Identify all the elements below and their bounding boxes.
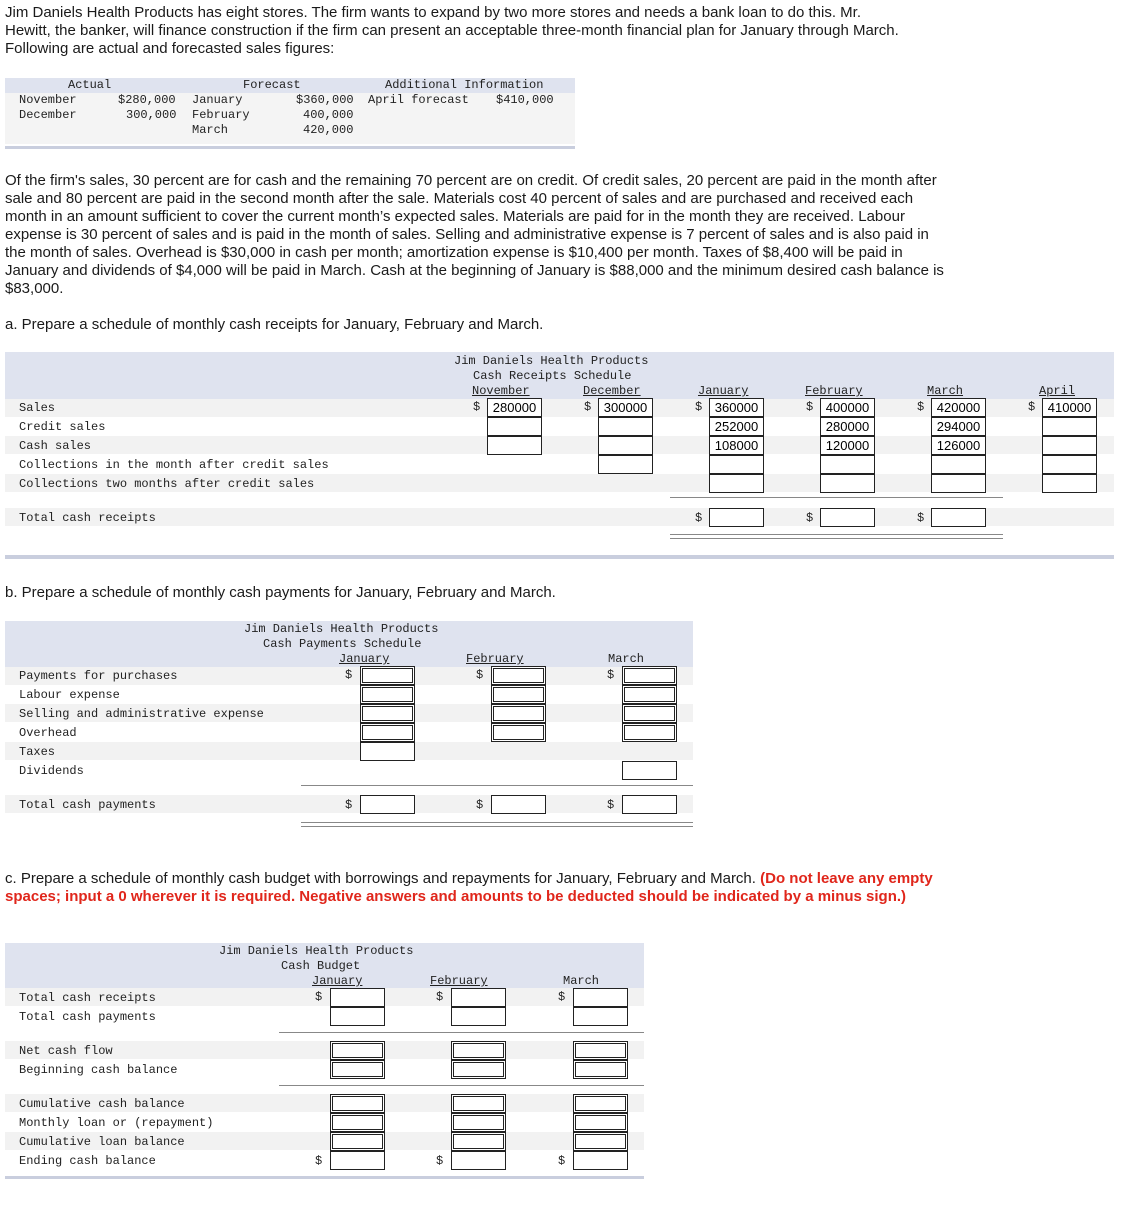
budget-receipts-input-march[interactable]	[573, 988, 628, 1007]
net-cash-flow-input-january[interactable]	[330, 1041, 385, 1060]
payments-title-company: Jim Daniels Health Products	[244, 622, 439, 636]
sales-input-april[interactable]	[1042, 398, 1097, 417]
total-payments-input-march[interactable]	[622, 795, 677, 814]
credit-sales-input-march[interactable]	[931, 417, 986, 436]
part-a-prompt: a. Prepare a schedule of monthly cash receipts for January, February and March.	[5, 316, 544, 333]
nov-value: $280,000	[118, 93, 176, 107]
month-header-march: March	[927, 384, 964, 398]
month-header-february: February	[805, 384, 863, 398]
payments-total-rule-1	[301, 822, 693, 823]
monthly-loan-input-january[interactable]	[330, 1113, 385, 1132]
apr-value: $410,000	[496, 93, 554, 107]
dollar-sign: $	[558, 990, 566, 1004]
row-label-total-cash-receipts: Total cash receipts	[19, 511, 156, 525]
budget-rule-1	[279, 1032, 644, 1033]
row-label-budget-total-receipts: Total cash receipts	[19, 991, 156, 1005]
total-double-rule-2	[670, 538, 1003, 539]
cumulative-cash-input-january[interactable]	[330, 1094, 385, 1113]
total-double-rule-1	[670, 534, 1003, 535]
selling-admin-input-january[interactable]	[360, 704, 415, 723]
budget-payments-input-march[interactable]	[573, 1007, 628, 1026]
monthly-loan-input-march[interactable]	[573, 1113, 628, 1132]
dollar-sign: $	[436, 990, 444, 1004]
sales-table-bottom-rule	[5, 146, 575, 149]
selling-admin-input-march[interactable]	[622, 704, 677, 723]
apr-label: April forecast	[368, 93, 469, 107]
row-label-ending-cash: Ending cash balance	[19, 1154, 156, 1168]
labour-input-january[interactable]	[360, 685, 415, 704]
budget-bottom-band	[5, 1176, 644, 1179]
row-label-labour: Labour expense	[19, 688, 120, 702]
overhead-input-january[interactable]	[360, 723, 415, 742]
budget-payments-input-january[interactable]	[330, 1007, 385, 1026]
taxes-input-january[interactable]	[360, 742, 415, 761]
dollar-sign: $	[476, 798, 484, 812]
credit-sales-input-november[interactable]	[487, 417, 542, 436]
row-label-overhead: Overhead	[19, 726, 77, 740]
col-forecast-header: Forecast	[243, 78, 301, 92]
dec-value: 300,000	[126, 108, 177, 122]
dollar-sign: $	[436, 1154, 444, 1168]
receipts-title-company: Jim Daniels Health Products	[454, 354, 649, 368]
sales-input-december[interactable]	[598, 398, 653, 417]
dollar-sign: $	[806, 511, 814, 525]
jan-label: January	[192, 93, 243, 107]
budget-rule-2	[279, 1085, 644, 1086]
credit-sales-input-april[interactable]	[1042, 417, 1097, 436]
credit-sales-input-december[interactable]	[598, 417, 653, 436]
dollar-sign: $	[558, 1154, 566, 1168]
collections-two-input-february[interactable]	[820, 474, 875, 493]
month-header-november: November	[472, 384, 530, 398]
dollar-sign: $	[584, 400, 592, 414]
row-label-budget-total-payments: Total cash payments	[19, 1010, 156, 1024]
cumulative-loan-input-january[interactable]	[330, 1132, 385, 1151]
dollar-sign: $	[917, 400, 925, 414]
row-label-collections-month-after: Collections in the month after credit sales	[19, 458, 329, 472]
overhead-input-march[interactable]	[622, 723, 677, 742]
mar-value: 420,000	[303, 123, 354, 137]
purchases-input-march[interactable]	[622, 666, 677, 685]
row-label-cash-sales: Cash sales	[19, 439, 92, 453]
cash-sales-input-february[interactable]	[820, 436, 875, 455]
total-receipts-input-january[interactable]	[709, 508, 764, 527]
row-label-dividends: Dividends	[19, 764, 84, 778]
sales-input-march[interactable]	[931, 398, 986, 417]
sales-input-february[interactable]	[820, 398, 875, 417]
row-label-selling-admin: Selling and administrative expense	[19, 707, 264, 721]
feb-label: February	[192, 108, 250, 122]
row-label-cumulative-loan: Cumulative loan balance	[19, 1135, 185, 1149]
budget-title-company: Jim Daniels Health Products	[219, 944, 414, 958]
sales-table-body	[5, 93, 575, 144]
credit-sales-input-january[interactable]	[709, 417, 764, 436]
cumulative-cash-input-march[interactable]	[573, 1094, 628, 1113]
net-cash-flow-input-march[interactable]	[573, 1041, 628, 1060]
overhead-input-february[interactable]	[491, 723, 546, 742]
ending-cash-input-february[interactable]	[451, 1151, 506, 1170]
total-payments-input-january[interactable]	[360, 795, 415, 814]
receipts-bottom-band	[5, 555, 1114, 559]
payments-month-february: February	[466, 652, 524, 666]
collections-after-input-december[interactable]	[598, 455, 653, 474]
budget-receipts-input-january[interactable]	[330, 988, 385, 1007]
cash-sales-input-january[interactable]	[709, 436, 764, 455]
labour-input-march[interactable]	[622, 685, 677, 704]
budget-month-february: February	[430, 974, 488, 988]
row-label-net-cash-flow: Net cash flow	[19, 1044, 113, 1058]
net-cash-flow-input-february[interactable]	[451, 1041, 506, 1060]
row-label-sales: Sales	[19, 401, 56, 415]
total-receipts-input-march[interactable]	[931, 508, 986, 527]
cash-sales-input-december[interactable]	[598, 436, 653, 455]
collections-after-input-april[interactable]	[1042, 455, 1097, 474]
sales-input-january[interactable]	[709, 398, 764, 417]
dollar-sign: $	[315, 990, 323, 1004]
row-label-credit-sales: Credit sales	[19, 420, 106, 434]
cash-sales-input-november[interactable]	[487, 436, 542, 455]
dollar-sign: $	[1028, 400, 1036, 414]
jan-value: $360,000	[296, 93, 354, 107]
feb-value: 400,000	[303, 108, 354, 122]
collections-after-input-february[interactable]	[820, 455, 875, 474]
beginning-cash-input-january[interactable]	[330, 1060, 385, 1079]
total-payments-input-february[interactable]	[491, 795, 546, 814]
purchases-input-january[interactable]	[360, 666, 415, 685]
row-label-beginning-cash: Beginning cash balance	[19, 1063, 178, 1077]
sales-input-november[interactable]	[487, 398, 542, 417]
month-header-december: December	[583, 384, 641, 398]
col-additional-header: Additional Information	[385, 78, 544, 92]
details-text: Of the firm's sales, 30 percent are for cash and the remaining 70 percent are on credit. Of credit sales, 20 percent are paid in the month after sale and 80 percent are paid in the second month after the sale. Materials cost 40 percent of sales and are purchased and received each month in an amount sufficient to cover the current month’s expected sales. Materials are paid for in the month they are received. Labour expense is 30 percent of sales and is paid in the month of sales. Selling and administrative expense is 7 percent of sales and is also paid in the month of sales. Overhead is $30,000 in cash per month; amortization expense is $10,400 per month. Taxes of $8,400 will be paid in January and dividends of $4,000 will be paid in March. Cash at the beginning of January is $88,000 and the minimum desired cash balance is $83,000.	[5, 172, 944, 297]
total-receipts-input-february[interactable]	[820, 508, 875, 527]
dollar-sign: $	[315, 1154, 323, 1168]
dollar-sign: $	[476, 668, 484, 682]
row-label-taxes: Taxes	[19, 745, 56, 759]
month-header-january: January	[698, 384, 749, 398]
part-c-prompt	[5, 870, 945, 906]
monthly-loan-input-february[interactable]	[451, 1113, 506, 1132]
col-actual-header: Actual	[68, 78, 112, 92]
receipts-title-schedule: Cash Receipts Schedule	[473, 369, 632, 383]
row-label-collections-two-months: Collections two months after credit sales	[19, 477, 315, 491]
dollar-sign: $	[695, 400, 703, 414]
payments-subtotal-rule	[301, 785, 693, 786]
row-label-total-payments: Total cash payments	[19, 798, 156, 812]
dividends-input-march[interactable]	[622, 761, 677, 780]
dollar-sign: $	[917, 511, 925, 525]
payments-title-schedule: Cash Payments Schedule	[263, 637, 422, 651]
beginning-cash-input-march[interactable]	[573, 1060, 628, 1079]
beginning-cash-input-february[interactable]	[451, 1060, 506, 1079]
purchases-input-february[interactable]	[491, 666, 546, 685]
collections-after-input-january[interactable]	[709, 455, 764, 474]
selling-admin-input-february[interactable]	[491, 704, 546, 723]
payments-month-march: March	[608, 652, 645, 666]
part-c-instruction: (Do not leave any empty spaces; input a 0 wherever it is required. Negative answers and amounts to be deducted should be indicated by a minus sign.)	[5, 870, 933, 905]
budget-payments-input-february[interactable]	[451, 1007, 506, 1026]
collections-two-input-april[interactable]	[1042, 474, 1097, 493]
nov-label: November	[19, 93, 77, 107]
labour-input-february[interactable]	[491, 685, 546, 704]
credit-sales-input-february[interactable]	[820, 417, 875, 436]
intro-text: Jim Daniels Health Products has eight stores. The firm wants to expand by two more stores and needs a bank loan to do this. Mr. Hewitt, the banker, will finance construction if the firm can present an acceptable three-month financial plan for January through March. Following are actual and forecasted sales figures:	[5, 4, 899, 57]
ending-cash-input-march[interactable]	[573, 1151, 628, 1170]
budget-receipts-input-february[interactable]	[451, 988, 506, 1007]
collections-two-input-march[interactable]	[931, 474, 986, 493]
ending-cash-input-january[interactable]	[330, 1151, 385, 1170]
cash-sales-input-april[interactable]	[1042, 436, 1097, 455]
collections-after-input-march[interactable]	[931, 455, 986, 474]
payments-month-january: January	[339, 652, 390, 666]
dollar-sign: $	[473, 400, 481, 414]
part-c-prompt-text: c. Prepare a schedule of monthly cash budget with borrowings and repayments for January, February and March.	[5, 870, 756, 887]
dollar-sign: $	[607, 668, 615, 682]
part-b-prompt: b. Prepare a schedule of monthly cash payments for January, February and March.	[5, 584, 556, 601]
collections-two-input-january[interactable]	[709, 474, 764, 493]
mar-label: March	[192, 123, 229, 137]
payments-total-rule-2	[301, 826, 693, 827]
cash-sales-input-march[interactable]	[931, 436, 986, 455]
dollar-sign: $	[345, 798, 353, 812]
dollar-sign: $	[345, 668, 353, 682]
subtotal-rule	[670, 497, 1003, 498]
cumulative-loan-input-february[interactable]	[451, 1132, 506, 1151]
row-label-monthly-loan: Monthly loan or (repayment)	[19, 1116, 214, 1130]
cumulative-loan-input-march[interactable]	[573, 1132, 628, 1151]
month-header-april: April	[1039, 384, 1076, 398]
dec-label: December	[19, 108, 77, 122]
row-label-payments-purchases: Payments for purchases	[19, 669, 178, 683]
row-label-cumulative-cash: Cumulative cash balance	[19, 1097, 185, 1111]
budget-title-name: Cash Budget	[281, 959, 361, 973]
cumulative-cash-input-february[interactable]	[451, 1094, 506, 1113]
budget-month-january: January	[312, 974, 363, 988]
budget-month-march: March	[563, 974, 600, 988]
dollar-sign: $	[607, 798, 615, 812]
row-bg-taxes	[5, 742, 693, 760]
dollar-sign: $	[695, 511, 703, 525]
dollar-sign: $	[806, 400, 814, 414]
